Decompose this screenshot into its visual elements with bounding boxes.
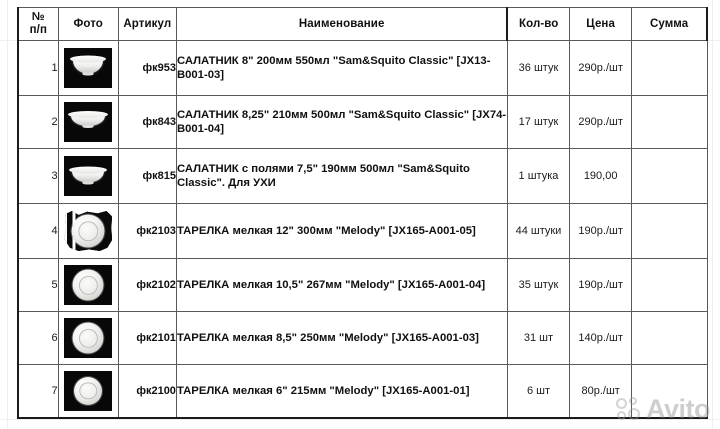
- product-photo-cell: [58, 365, 118, 418]
- background-gridline: [712, 0, 713, 429]
- product-name: САЛАТНИК 8,25" 210мм 500мл "Sam&Squito Classic" [JX74-B001-04]: [176, 96, 507, 149]
- product-sum: [632, 204, 707, 259]
- product-name: ТАРЕЛКА мелкая 6" 215мм "Melody" [JX165-A001-01]: [176, 365, 507, 418]
- product-quantity: 6 шт: [507, 365, 569, 418]
- table-body: [18, 41, 707, 418]
- product-article: фк2103: [118, 204, 176, 259]
- product-name: ТАРЕЛКА мелкая 10,5" 267мм "Melody" [JX165-A001-04]: [176, 259, 507, 312]
- product-sum: [632, 259, 707, 312]
- background-gridline: [7, 0, 8, 429]
- table-row: [18, 41, 707, 96]
- table-row: [18, 96, 707, 149]
- product-name: ТАРЕЛКА мелкая 8,5" 250мм "Melody" [JX165-A001-03]: [176, 312, 507, 365]
- product-name: САЛАТНИК с полями 7,5" 190мм 500мл "Sam&Squito Classic". Для УХИ: [176, 149, 507, 204]
- product-name: САЛАТНИК 8" 200мм 550мл "Sam&Squito Classic" [JX13-B001-03]: [176, 41, 507, 96]
- row-number: 1: [18, 41, 58, 96]
- product-photo-cell: [58, 204, 118, 259]
- row-number: 4: [18, 204, 58, 259]
- product-photo-cell: [58, 259, 118, 312]
- product-price: 290р./шт: [570, 41, 632, 96]
- product-quantity: 36 штук: [507, 41, 569, 96]
- column-header-quantity: Кол-во: [507, 8, 569, 41]
- row-number: 5: [18, 259, 58, 312]
- price-table-container: [17, 7, 708, 419]
- product-price: 190р./шт: [570, 259, 632, 312]
- column-header-number: [18, 8, 58, 41]
- row-number: 3: [18, 149, 58, 204]
- product-photo-cell: [58, 41, 118, 96]
- product-photo-cell: [58, 96, 118, 149]
- product-sum: [632, 96, 707, 149]
- plate-photo-icon: [64, 318, 112, 358]
- table-row: [18, 365, 707, 418]
- column-header-price: Цена: [570, 8, 632, 41]
- product-article: фк2101: [118, 312, 176, 365]
- plate-photo-icon: [64, 265, 112, 305]
- row-number: 2: [18, 96, 58, 149]
- avito-watermark-text: Avito: [646, 394, 710, 424]
- column-header-number-line1: №: [31, 11, 45, 24]
- product-article: фк815: [118, 149, 176, 204]
- table-row: [18, 259, 707, 312]
- product-sum: [632, 365, 707, 418]
- product-sum: [632, 149, 707, 204]
- plate-photo-icon: [64, 211, 112, 251]
- column-header-number-line2: п/п: [29, 24, 47, 36]
- product-article: фк843: [118, 96, 176, 149]
- header-row: [18, 8, 707, 41]
- row-number: 6: [18, 312, 58, 365]
- column-header-article: Артикул: [118, 8, 176, 41]
- background-gridline: [0, 419, 720, 420]
- table-row: [18, 204, 707, 259]
- product-price: 290р./шт: [570, 96, 632, 149]
- plate-photo-icon: [64, 371, 112, 411]
- product-quantity: 35 штук: [507, 259, 569, 312]
- bowl-photo-icon: [64, 156, 112, 196]
- product-price: 190р./шт: [570, 204, 632, 259]
- product-photo-cell: [58, 312, 118, 365]
- column-header-photo: Фото: [58, 8, 118, 41]
- table-row: [18, 149, 707, 204]
- row-number: 7: [18, 365, 58, 418]
- product-article: фк2100: [118, 365, 176, 418]
- product-sum: [632, 41, 707, 96]
- product-photo-cell: [58, 149, 118, 204]
- bowl-photo-icon: [64, 102, 112, 142]
- product-sum: [632, 312, 707, 365]
- product-quantity: 1 штука: [507, 149, 569, 204]
- product-quantity: 31 шт: [507, 312, 569, 365]
- column-header-sum: Сумма: [632, 8, 707, 41]
- bowl-photo-icon: [64, 48, 112, 88]
- product-quantity: 44 штуки: [507, 204, 569, 259]
- product-article: фк2102: [118, 259, 176, 312]
- price-table: [17, 7, 708, 419]
- product-quantity: 17 штук: [507, 96, 569, 149]
- product-price: 190,00: [570, 149, 632, 204]
- column-header-name: Наименование: [176, 8, 507, 41]
- product-article: фк953: [118, 41, 176, 96]
- product-name: ТАРЕЛКА мелкая 12" 300мм "Melody" [JX165-A001-05]: [176, 204, 507, 259]
- table-row: [18, 312, 707, 365]
- product-price: 140р./шт: [570, 312, 632, 365]
- table-header: [18, 8, 707, 41]
- product-price: 80р./шт: [570, 365, 632, 418]
